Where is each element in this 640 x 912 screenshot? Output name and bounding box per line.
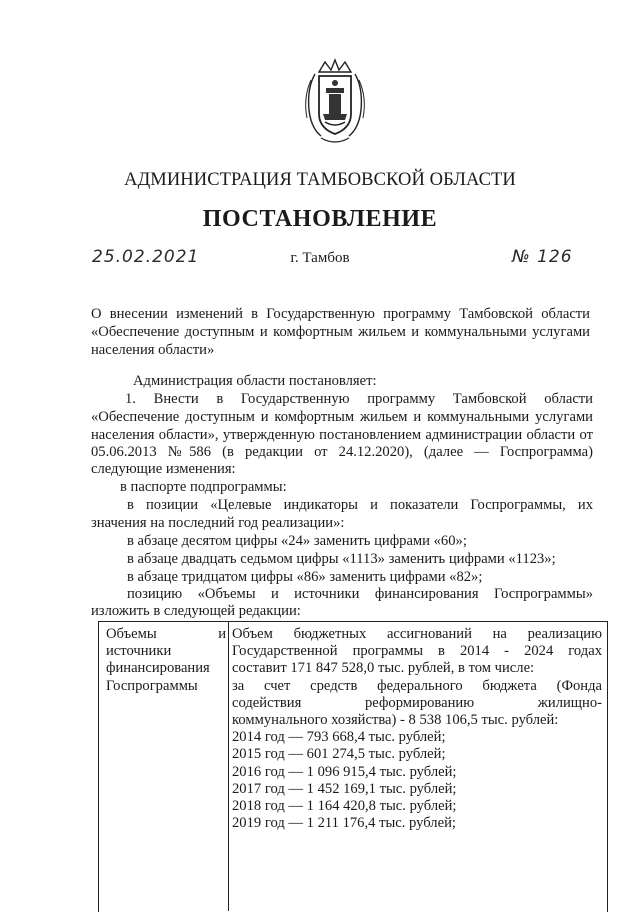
body-line-11: в абзаце двадцать седьмом цифры «1113» заменить цифрами «1123»; (127, 551, 556, 567)
document-type-title: ПОСТАНОВЛЕНИЕ (202, 206, 438, 232)
body-line-13: позицию «Объемы и источники финансирования Госпрограммы» (127, 586, 593, 602)
value-line-12: 2019 год — 1 211 176,4 тыс. рублей; (232, 815, 456, 832)
body-line-10: в абзаце десятом цифры «24» заменить цифрами «60»; (127, 533, 467, 549)
label-line-4: Госпрограммы (106, 677, 198, 694)
body-line-7: в паспорте подпрограммы: (120, 479, 287, 495)
value-line-11: 2018 год — 1 164 420,8 тыс. рублей; (232, 797, 457, 814)
body-line-3: «Обеспечение доступным и комфортным жильем и коммунальными услугами (91, 409, 593, 425)
organization-name: АДМИНИСТРАЦИЯ ТАМБОВСКОЙ ОБЛАСТИ (124, 170, 516, 190)
body-line-4: населения области», утвержденную постановлением администрации области от (91, 427, 593, 443)
city-label: г. Тамбов (290, 250, 350, 266)
body-line-1: Администрация области постановляет: (133, 373, 377, 389)
body-line-8: в позиции «Целевые индикаторы и показатели Госпрограммы, их (127, 497, 593, 513)
body-line-14: изложить в следующей редакции: (91, 603, 301, 619)
funding-table-divider (228, 621, 229, 911)
value-line-6: коммунального хозяйства) - 8 538 106,5 тыс. рублей: (232, 711, 559, 728)
value-line-1: Объем бюджетных ассигнований на реализацию (232, 626, 602, 642)
body-line-6: следующие изменения: (91, 461, 236, 477)
coat-of-arms-emblem (299, 58, 371, 146)
funding-table-value-cell (232, 626, 602, 832)
value-line-9: 2016 год — 1 096 915,4 тыс. рублей; (232, 763, 457, 780)
body-line-9: значения на последний год реализации»: (91, 515, 345, 531)
value-line-5: содействия реформированию жилищно- (232, 694, 602, 711)
title-line-1: О внесении изменений в Государственную программу Тамбовской области (91, 306, 590, 322)
value-line-3: составит 171 847 528,0 тыс. рублей, в том числе: (232, 660, 535, 677)
funding-table-label-cell (106, 626, 226, 695)
value-line-4: за счет средств федерального бюджета (Фонда (232, 677, 602, 694)
value-line-2: Государственной программы в 2014 - 2024 годах (232, 643, 602, 660)
label-line-3: финансирования (106, 660, 210, 677)
label-line-1: Объемы и (106, 626, 226, 642)
body-line-5: 05.06.2013 №586 (в редакции от 24.12.2020), (далее — Госпрограмма) (91, 444, 593, 460)
label-line-2: источники (106, 643, 172, 660)
title-line-2: «Обеспечение доступным и комфортным жильем и коммунальными услугами (91, 324, 590, 340)
handwritten-date: 25.02.2021 (92, 247, 200, 267)
value-line-8: 2015 год — 601 274,5 тыс. рублей; (232, 746, 446, 763)
title-line-3: населения области» (91, 342, 215, 358)
value-line-7: 2014 год — 793 668,4 тыс. рублей; (232, 729, 446, 746)
handwritten-document-number: № 126 (512, 247, 573, 267)
body-line-12: в абзаце тридцатом цифры «86» заменить цифрами «82»; (127, 569, 483, 585)
value-line-10: 2017 год — 1 452 169,1 тыс. рублей; (232, 780, 457, 797)
body-line-2: 1. Внести в Государственную программу Тамбовской области (125, 391, 593, 407)
